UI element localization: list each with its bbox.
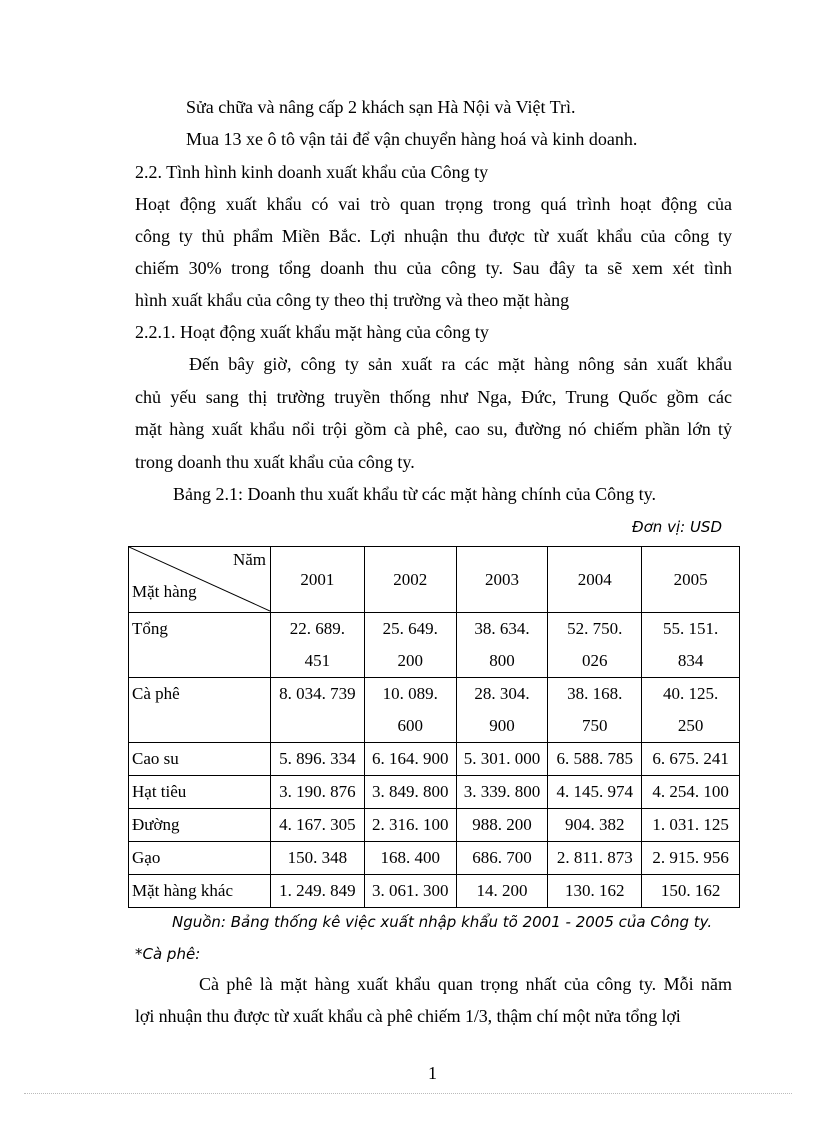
- table-cell: 25. 649. 200: [364, 613, 456, 678]
- paragraph-line: chủ yếu sang thị trường truyền thống như Nga, Đức, Trung Quốc gồm các: [135, 387, 732, 407]
- row-label: Mặt hàng khác: [129, 875, 271, 908]
- table-cell: 28. 304. 900: [456, 678, 548, 743]
- page-bottom-rule: [24, 1093, 792, 1094]
- paragraph-line: Cà phê là mặt hàng xuất khẩu quan trọng nhất của công ty. Mỗi năm: [199, 974, 732, 994]
- paragraph-line: Mua 13 xe ô tô vận tải để vận chuyển hàng hoá và kinh doanh.: [186, 129, 638, 149]
- table-row: [129, 809, 740, 842]
- row-label: Hạt tiêu: [129, 776, 271, 809]
- table-cell: 3. 849. 800: [364, 776, 456, 809]
- paragraph-line: lợi nhuận thu được từ xuất khẩu cà phê chiếm 1/3, thậm chí một nửa tổng lợi: [135, 1006, 681, 1026]
- table-cell: 4. 167. 305: [271, 809, 365, 842]
- corner-year-label: Năm: [232, 550, 266, 569]
- table-cell: 40. 125. 250: [642, 678, 740, 743]
- table-cell: 22. 689. 451: [271, 613, 365, 678]
- table-cell: 52. 750. 026: [548, 613, 642, 678]
- year-header: 2004: [548, 547, 642, 613]
- table-cell: 904. 382: [548, 809, 642, 842]
- table-cell: 5. 896. 334: [271, 743, 365, 776]
- year-header: 2001: [271, 547, 365, 613]
- table-cell: 686. 700: [456, 842, 548, 875]
- table-row: [129, 875, 740, 908]
- table-cell: 150. 348: [271, 842, 365, 875]
- row-label: Cao su: [129, 743, 271, 776]
- table-cell: 2. 316. 100: [364, 809, 456, 842]
- table-cell: 3. 339. 800: [456, 776, 548, 809]
- table-row: [129, 678, 740, 743]
- paragraph-line: công ty thủ phẩm Miền Bắc. Lợi nhuận thu được từ xuất khẩu của công ty: [135, 226, 732, 246]
- row-label: Tổng: [129, 613, 271, 678]
- table-cell: 6. 164. 900: [364, 743, 456, 776]
- table-cell: 2. 915. 956: [642, 842, 740, 875]
- table-caption: Bảng 2.1: Doanh thu xuất khẩu từ các mặt hàng chính của Công ty.: [173, 484, 656, 504]
- paragraph-line: chiếm 30% trong tổng doanh thu của công ty. Sau đây ta sẽ xem xét tình: [135, 258, 732, 278]
- table-cell: 14. 200: [456, 875, 548, 908]
- paragraph-line: Đến bây giờ, công ty sản xuất ra các mặt hàng nông sản xuất khẩu: [189, 354, 732, 374]
- table-cell: 5. 301. 000: [456, 743, 548, 776]
- table-cell: 3. 190. 876: [271, 776, 365, 809]
- table-cell: 988. 200: [456, 809, 548, 842]
- paragraph-line: Sửa chữa và nâng cấp 2 khách sạn Hà Nội và Việt Trì.: [186, 97, 576, 117]
- paragraph-line: hình xuất khẩu của công ty theo thị trường và theo mặt hàng: [135, 290, 570, 310]
- table-cell: 130. 162: [548, 875, 642, 908]
- table-cell: 6. 588. 785: [548, 743, 642, 776]
- section-heading: 2.2. Tình hình kinh doanh xuất khẩu của Công ty: [135, 162, 489, 182]
- table-row: [129, 613, 740, 678]
- row-label: Đường: [129, 809, 271, 842]
- table-cell: 4. 145. 974: [548, 776, 642, 809]
- table-cell: 150. 162: [642, 875, 740, 908]
- table-cell: 4. 254. 100: [642, 776, 740, 809]
- table-cell: 1. 031. 125: [642, 809, 740, 842]
- table-cell: 8. 034. 739: [271, 678, 365, 743]
- table-header-row: [129, 547, 740, 613]
- table-corner-cell: [129, 547, 271, 613]
- table-cell: 3. 061. 300: [364, 875, 456, 908]
- export-revenue-table: [128, 546, 740, 908]
- table-cell: 55. 151. 834: [642, 613, 740, 678]
- table-row: [129, 842, 740, 875]
- table-cell: 2. 811. 873: [548, 842, 642, 875]
- table-row: [129, 743, 740, 776]
- table-cell: 1. 249. 849: [271, 875, 365, 908]
- page-number: 1: [428, 1063, 437, 1083]
- subsection-heading: 2.2.1. Hoạt động xuất khẩu mặt hàng của công ty: [135, 322, 489, 342]
- paragraph-line: trong doanh thu xuất khẩu của công ty.: [135, 452, 415, 472]
- year-header: 2002: [364, 547, 456, 613]
- subsection-label: *Cà phê:: [135, 945, 201, 963]
- table-cell: 6. 675. 241: [642, 743, 740, 776]
- table-unit: Đơn vị: USD: [632, 518, 722, 536]
- row-label: Cà phê: [129, 678, 271, 743]
- corner-item-label: Mặt hàng: [132, 582, 197, 601]
- table-source: Nguồn: Bảng thống kê việc xuất nhập khẩu tõ 2001 - 2005 của Công ty.: [172, 913, 713, 931]
- table-cell: 10. 089. 600: [364, 678, 456, 743]
- paragraph-line: mặt hàng xuất khẩu nổi trội gồm cà phê, cao su, đường nó chiếm phần lớn tỷ: [135, 419, 732, 439]
- table-cell: 38. 634. 800: [456, 613, 548, 678]
- year-header: 2005: [642, 547, 740, 613]
- table-row: [129, 776, 740, 809]
- paragraph-line: Hoạt động xuất khẩu có vai trò quan trọng trong quá trình hoạt động của: [135, 194, 732, 214]
- table-cell: 168. 400: [364, 842, 456, 875]
- year-header: 2003: [456, 547, 548, 613]
- table-cell: 38. 168. 750: [548, 678, 642, 743]
- row-label: Gạo: [129, 842, 271, 875]
